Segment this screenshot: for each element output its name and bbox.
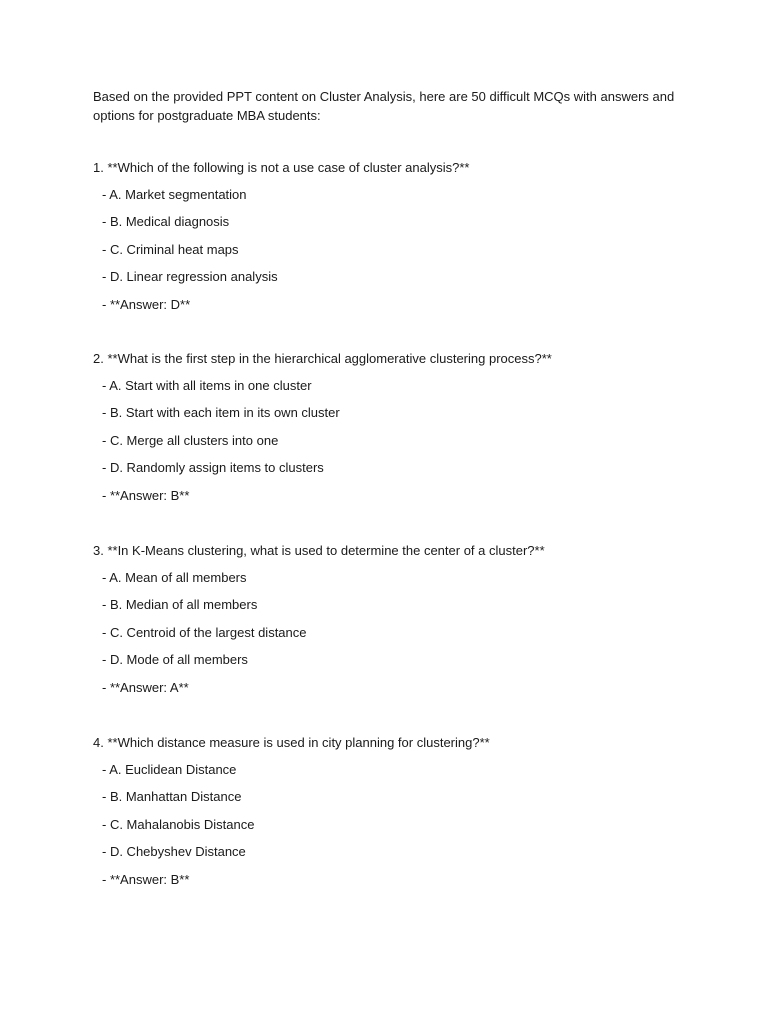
question-3 — [93, 541, 713, 705]
option-d: - D. Randomly assign items to clusters — [102, 460, 324, 476]
answer-line: - **Answer: D** — [102, 296, 191, 312]
question-2 — [93, 349, 713, 513]
question-text: 3. **In K-Means clustering, what is used to determine the center of a cluster?** — [93, 543, 545, 558]
answer-line: - **Answer: B** — [102, 487, 190, 503]
answer-line: - **Answer: A** — [102, 679, 189, 695]
option-a: - A. Start with all items in one cluster — [102, 378, 312, 393]
intro-paragraph: Based on the provided PPT content on Cluster Analysis, here are 50 difficult MCQs with answers and options for postgraduate MBA students: — [93, 89, 675, 123]
option-d: - D. Linear regression analysis — [102, 269, 278, 285]
option-b: - B. Start with each item in its own cluster — [102, 405, 340, 421]
option-d: - D. Mode of all members — [102, 652, 248, 668]
question-text: 2. **What is the first step in the hierarchical agglomerative clustering process?** — [93, 351, 552, 366]
option-c: - C. Criminal heat maps — [102, 241, 239, 257]
option-a: - A. Market segmentation — [102, 187, 247, 202]
question-text: 4. **Which distance measure is used in city planning for clustering?** — [93, 735, 490, 750]
option-b: - B. Median of all members — [102, 597, 258, 613]
question-1 — [93, 158, 713, 322]
option-d: - D. Chebyshev Distance — [102, 844, 246, 860]
option-c: - C. Merge all clusters into one — [102, 432, 279, 448]
option-a: - A. Euclidean Distance — [102, 762, 237, 777]
option-b: - B. Manhattan Distance — [102, 789, 242, 805]
question-4 — [93, 733, 713, 897]
answer-line: - **Answer: B** — [102, 871, 190, 887]
option-a: - A. Mean of all members — [102, 570, 247, 585]
option-b: - B. Medical diagnosis — [102, 214, 230, 230]
question-text: 1. **Which of the following is not a use case of cluster analysis?** — [93, 160, 470, 175]
option-c: - C. Mahalanobis Distance — [102, 816, 255, 832]
option-c: - C. Centroid of the largest distance — [102, 624, 307, 640]
